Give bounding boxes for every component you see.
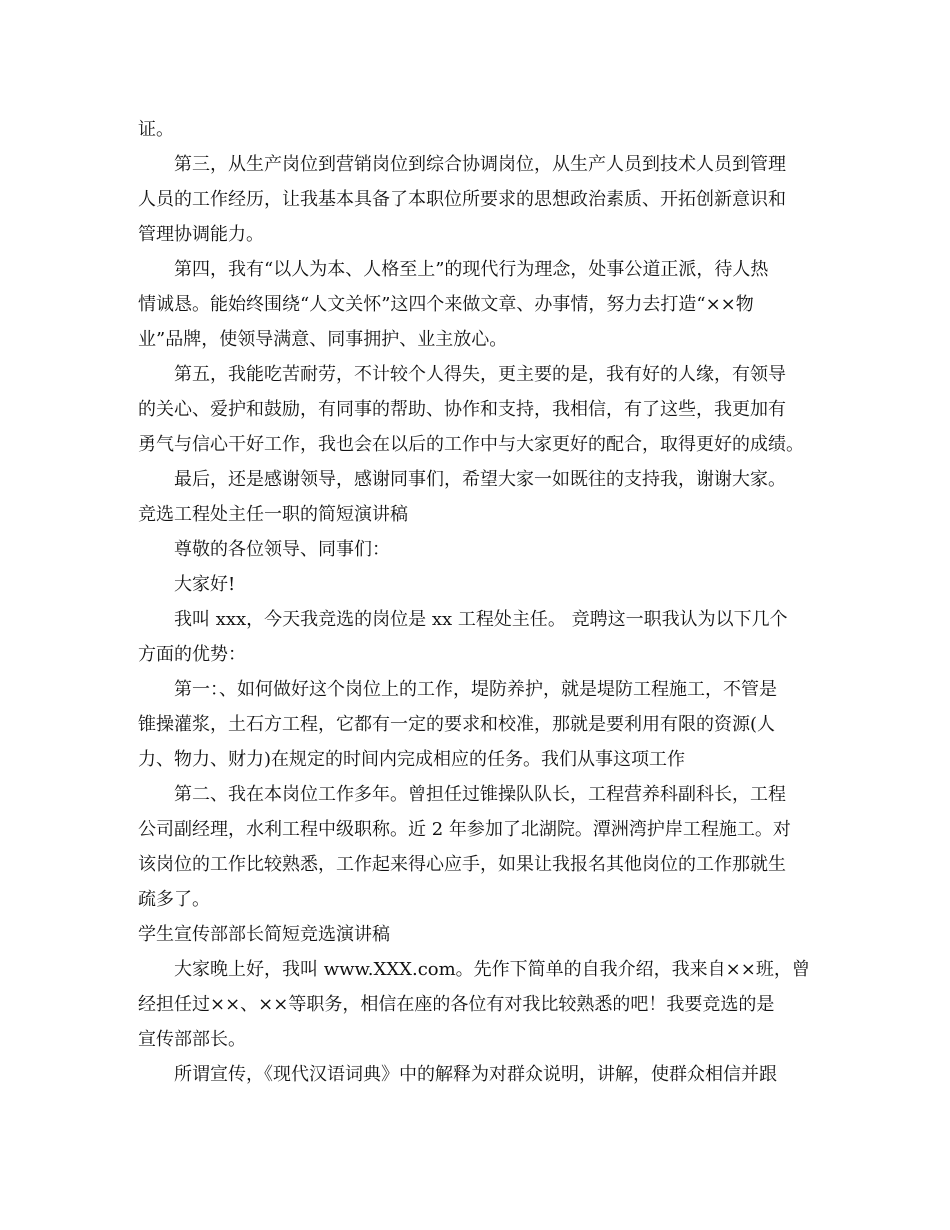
text-line: 第一：、如何做好这个岗位上的工作，堤防养护，就是堤防工程施工，不管是 xyxy=(174,679,777,700)
text-line: 大家晚上好，我叫 www.XXX.com。先作下简单的自我介绍，我来自××班，曾 xyxy=(174,959,810,980)
text-line: 第二、我在本岗位工作多年。曾担任过锥操队队长，工程营养科副科长，工程 xyxy=(174,784,786,805)
text-line: 锥操灌浆，土石方工程，它都有一定的要求和校准，那就是要利用有限的资源(人 xyxy=(138,714,776,735)
text-line: 竞选工程处主任一职的简短演讲稿 xyxy=(138,504,408,525)
text-line: 该岗位的工作比较熟悉，工作起来得心应手，如果让我报名其他岗位的工作那就生 xyxy=(138,854,786,875)
text-line: 所谓宣传，《现代汉语词典》中的解释为对群众说明，讲解，使群众相信并跟 xyxy=(174,1064,777,1085)
text-line: 第四，我有“以人为本、人格至上”的现代行为理念，处事公道正派，待人热 xyxy=(174,259,769,280)
text-line: 管理协调能力。 xyxy=(138,224,264,245)
text-line: 业”品牌，使领导满意、同事拥护、业主放心。 xyxy=(138,329,508,350)
text-line: 人员的工作经历，让我基本具备了本职位所要求的思想政治素质、开拓创新意识和 xyxy=(138,189,786,210)
text-line: 勇气与信心干好工作，我也会在以后的工作中与大家更好的配合，取得更好的成绩。 xyxy=(138,434,804,455)
text-line: 方面的优势： xyxy=(138,644,246,665)
text-line: 经担任过××、××等职务，相信在座的各位有对我比较熟悉的吧！我要竞选的是 xyxy=(138,994,775,1015)
text-line: 宣传部部长。 xyxy=(138,1029,246,1050)
text-line: 学生宣传部部长简短竞选演讲稿 xyxy=(138,924,390,945)
text-line: 我叫 xxx，今天我竞选的岗位是 xx 工程处主任。 竞聘这一职我认为以下几个 xyxy=(174,609,788,630)
text-line: 第三，从生产岗位到营销岗位到综合协调岗位，从生产人员到技术人员到管理 xyxy=(174,154,786,175)
text-line: 的关心、爱护和鼓励，有同事的帮助、协作和支持，我相信，有了这些，我更加有 xyxy=(138,399,786,420)
text-line: 第五，我能吃苦耐劳，不计较个人得失，更主要的是，我有好的人缘，有领导 xyxy=(174,364,786,385)
text-line: 最后，还是感谢领导，感谢同事们，希望大家一如既往的支持我，谢谢大家。 xyxy=(174,469,786,490)
text-line: 尊敬的各位领导、同事们： xyxy=(174,539,390,560)
text-line: 大家好! xyxy=(174,574,236,595)
document-body xyxy=(138,112,818,1092)
text-line: 情诚恳。能始终围绕“人文关怀”这四个来做文章、办事情，努力去打造“××物 xyxy=(138,294,754,315)
text-line: 力、物力、财力)在规定的时间内完成相应的任务。我们从事这项工作 xyxy=(138,749,686,770)
text-line: 证。 xyxy=(138,119,174,140)
text-line: 疏多了。 xyxy=(138,889,210,910)
text-line: 公司副经理，水利工程中级职称。近 2 年参加了北湖院。潭洲湾护岸工程施工。对 xyxy=(138,819,791,840)
